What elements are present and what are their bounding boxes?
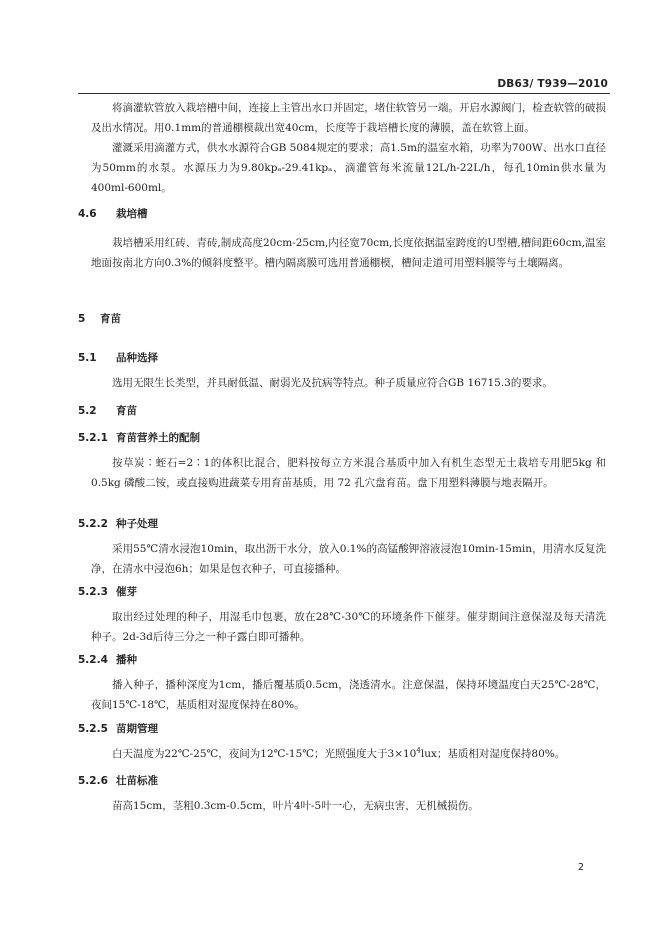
paragraph-germination: 取出经过处理的种子，用湿毛巾包裹，放在28℃-30℃的环境条件下催芽。催芽期间注意保湿及每天清洗种子。2d-3d后待三分之一种子露白即可播种。 xyxy=(91,611,606,643)
heading-5-2-6 xyxy=(78,773,158,788)
cultivation-trough-section xyxy=(91,233,606,273)
text-part-a: 白天温度为22℃-25℃，夜间为12℃-15℃；光照强度大于3×10 xyxy=(112,748,417,760)
heading-4-6 xyxy=(78,206,148,221)
heading-title: 壮苗标准 xyxy=(116,775,158,787)
germination-section xyxy=(91,607,606,647)
heading-5-2-5 xyxy=(78,721,158,736)
seed-treatment-section xyxy=(91,539,606,579)
paragraph-seedling-management xyxy=(91,744,606,764)
heading-number: 5.2.5 xyxy=(78,723,108,735)
seedling-management-section xyxy=(91,744,606,764)
superscript-exponent: 4 xyxy=(416,746,421,755)
paragraph-drip-hose: 将滴灌软管放入栽培槽中间，连接上主管出水口并固定，堵住软管另一端。开启水源阀门，检查软管的破损及出水情况。用0.1mm的普通棚模裁出宽40cm，长度等于栽培槽长度的薄膜，盖在软管上面。 xyxy=(91,102,606,134)
paragraph-sowing: 播入种子，播种深度为1cm，播后覆基质0.5cm，浇透清水。注意保温，保持环境温度白天25℃-28℃，夜间15℃-18℃，基质相对湿度保持在80%。 xyxy=(91,679,606,711)
heading-5-2-1 xyxy=(78,430,200,445)
heading-number: 5.1 xyxy=(78,352,97,364)
page-number: 2 xyxy=(577,862,584,873)
heading-5-2-2 xyxy=(78,516,158,531)
paragraph-irrigation: 灌溉采用滴灌方式，供水水源符合GB 5084规定的要求；高1.5m的温室水箱，功率为700W、出水口直径为50mm的水泵。水源压力为9.80kpₐ-29.41kpₐ，滴灌管每米流量12L/h-22L/h，每孔10min供水量为400ml-600ml。 xyxy=(91,142,606,194)
text-part-b: lux；基质相对湿度保持80%。 xyxy=(420,748,566,760)
heading-number: 5.2.3 xyxy=(78,586,108,598)
heading-5-2-3 xyxy=(78,584,137,599)
variety-selection-section xyxy=(91,373,606,393)
heading-number: 5.2.6 xyxy=(78,775,108,787)
heading-5 xyxy=(78,311,121,326)
heading-title: 苗期管理 xyxy=(116,723,158,735)
heading-5-2 xyxy=(78,403,137,418)
paragraph-seed-treatment: 采用55℃清水浸泡10min，取出沥干水分，放入0.1%的高锰酸钾溶液浸泡10min-15min，用清水反复洗净，在清水中浸泡6h；如果是包衣种子，可直接播种。 xyxy=(91,543,606,575)
nutrient-soil-section xyxy=(91,453,606,493)
drip-hose-section xyxy=(91,98,606,198)
heading-number: 5.2.2 xyxy=(78,518,108,530)
heading-number: 5.2 xyxy=(78,405,97,417)
document-code: DB63/ T939—2010 xyxy=(497,78,608,90)
paragraph-nutrient-soil: 按草炭∶蛭石=2∶1的体积比混合，肥料按每立方米混合基质中加入有机生态型无土栽培专用肥5kg 和 0.5kg 磷酸二铵，或直接购进蔬菜专用育苗基质，用 72 孔穴盘育苗。盘下用塑料薄膜与地表隔开。 xyxy=(91,457,606,489)
heading-title: 栽培槽 xyxy=(116,208,148,220)
heading-title: 催芽 xyxy=(116,586,137,598)
heading-title: 品种选择 xyxy=(116,352,158,364)
paragraph-trough: 栽培槽采用红砖、青砖,制成高度20cm-25cm,内径宽70cm,长度依据温室跨度的U型槽,槽间距60cm,温室地面按南北方向0.3%的倾斜度整平。槽内隔离膜可选用普通棚模，槽间走道可用塑料膜等与土壤隔离。 xyxy=(91,237,606,269)
heading-5-1 xyxy=(78,350,158,365)
heading-title: 种子处理 xyxy=(116,518,158,530)
heading-5-2-4 xyxy=(78,652,137,667)
paragraph-variety: 选用无限生长类型，并具耐低温、耐弱光及抗病等特点。种子质量应符合GB 16715.3的要求。 xyxy=(112,377,553,389)
heading-number: 4.6 xyxy=(78,208,97,220)
heading-number: 5.2.1 xyxy=(78,432,108,444)
heading-title: 播种 xyxy=(116,654,137,666)
heading-number: 5.2.4 xyxy=(78,654,108,666)
sowing-section xyxy=(91,675,606,715)
heading-title: 育苗 xyxy=(116,405,137,417)
heading-title: 育苗 xyxy=(100,313,121,325)
strong-seedling-section xyxy=(91,796,606,816)
heading-number: 5 xyxy=(78,313,86,325)
heading-title: 育苗营养土的配制 xyxy=(116,432,200,444)
header-rule xyxy=(78,93,610,94)
paragraph-strong-seedling: 苗高15cm，茎粗0.3cm-0.5cm，叶片4叶-5叶一心，无病虫害，无机械损伤。 xyxy=(112,800,479,812)
